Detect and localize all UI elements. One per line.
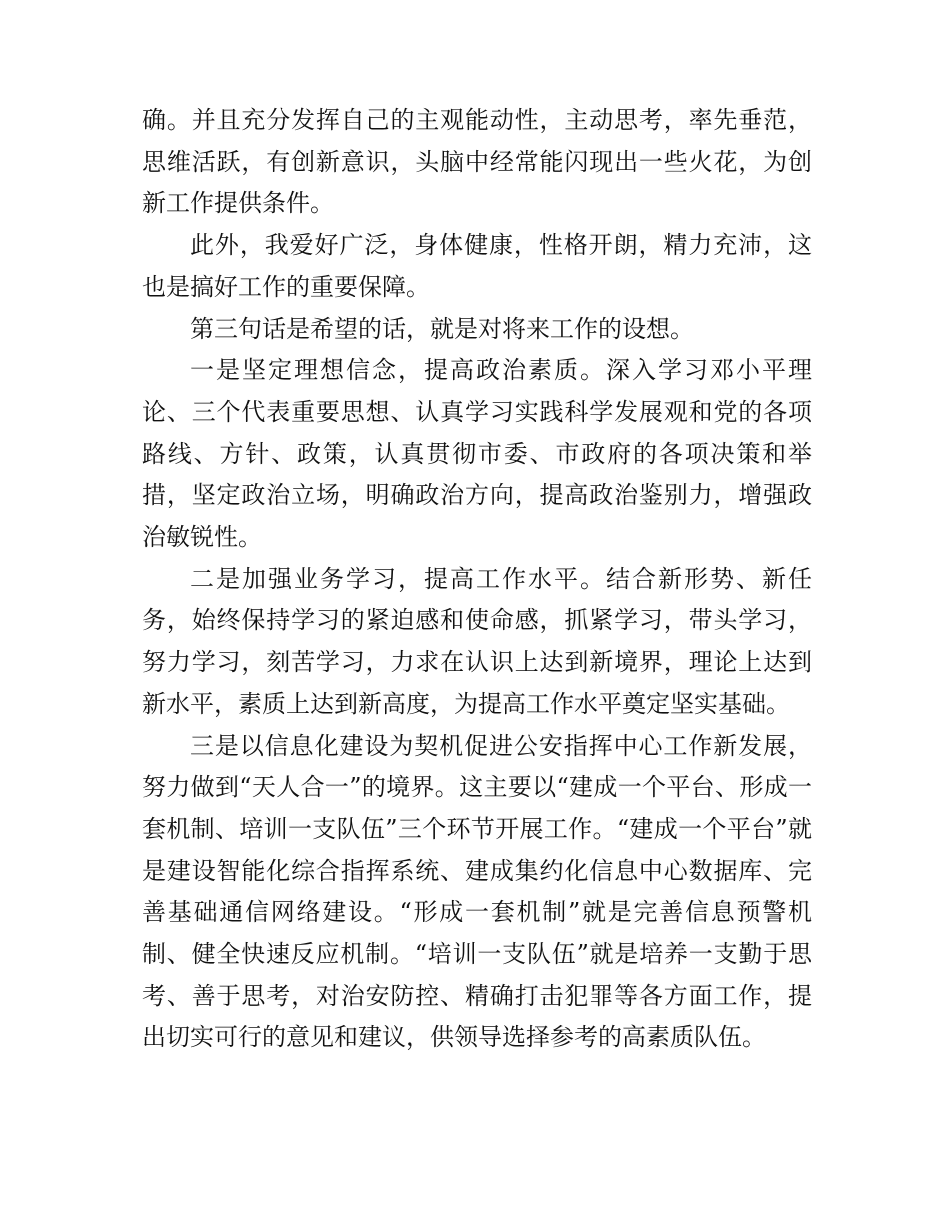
paragraph-3: 第三句话是希望的话，就是对将来工作的设想。 (190, 314, 694, 343)
paragraph-2: 此外，我爱好广泛，身体健康，性格开朗，精力充沛，这也是搞好工作的重要保障。 (142, 231, 812, 301)
paragraph-1: 确。并且充分发挥自己的主观能动性，主动思考，率先垂范，思维活跃，有创新意识，头脑中经常能闪现出一些火花，为创新工作提供条件。 (142, 106, 812, 218)
paragraph-4: 一是坚定理想信念，提高政治素质。深入学习邓小平理论、三个代表重要思想、认真学习实践科学发展观和党的各项路线、方针、政策，认真贯彻市委、市政府的各项决策和举措，坚定政治立场，明确政治方向，提高政治鉴别力，增强政治敏锐性。 (142, 356, 812, 552)
document-body (142, 100, 812, 1059)
paragraph-5: 二是加强业务学习，提高工作水平。结合新形势、新任务，始终保持学习的紧迫感和使命感，抓紧学习，带头学习，努力学习，刻苦学习，力求在认识上达到新境界，理论上达到新水平，素质上达到新高度，为提高工作水平奠定坚实基础。 (142, 564, 812, 718)
paragraph-6: 三是以信息化建设为契机促进公安指挥中心工作新发展，努力做到“天人合一”的境界。这主要以“建成一个平台、形成一套机制、培训一支队伍”三个环节开展工作。“建成一个平台”就是建设智能化综合指挥系统、建成集约化信息中心数据库、完善基础通信网络建设。“形成一套机制”就是完善信息预警机制、健全快速反应机制。“培训一支队伍”就是培养一支勤于思考、善于思考，对治安防控、精确打击犯罪等各方面工作，提出切实可行的意见和建议，供领导选择参考的高素质队伍。 (142, 731, 812, 1052)
